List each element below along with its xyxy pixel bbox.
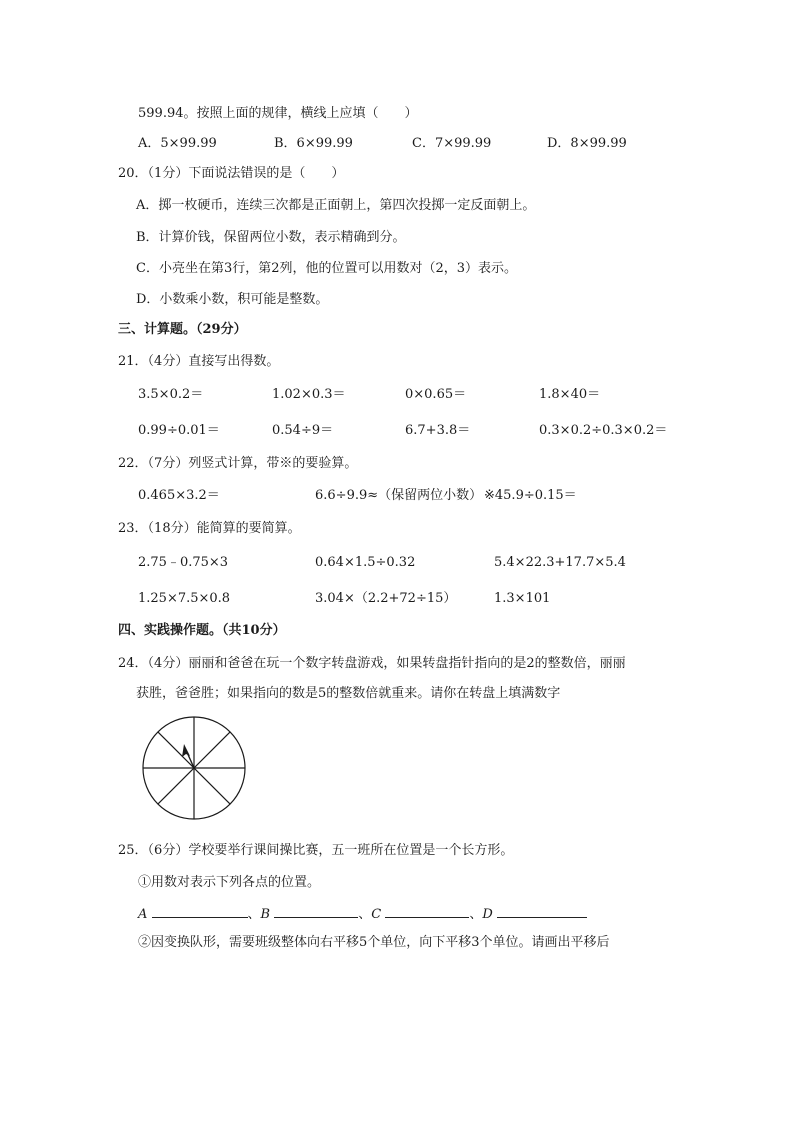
q24-line2: 获胜，爸爸胜；如果指向的数是5的整数倍就重来。请你在转盘上填满数字	[136, 686, 561, 701]
q25-sub1: ①用数对表示下列各点的位置。	[138, 875, 321, 890]
q25-stem: 25．（6分）学校要举行课间操比赛，五一班所在位置是一个长方形。	[118, 843, 514, 858]
q19-option-a: A．5×99.99	[138, 136, 217, 151]
q23-r2c2: 3.04×（2.2+72÷15）	[315, 591, 457, 606]
answer-blank-c[interactable]	[385, 904, 469, 918]
q19-option-b: B．6×99.99	[274, 136, 353, 151]
q22-item-3: ※45.9÷0.15＝	[484, 488, 577, 503]
q25-sub2: ②因变换队形，需要班级整体向右平移5个单位，向下平移3个单位。请画出平移后	[138, 935, 610, 950]
q20-stem: 20．（1分）下面说法错误的是（ ）	[118, 166, 345, 181]
point-label-a: A	[138, 907, 148, 922]
q23-r2c1: 1.25×7.5×0.8	[138, 591, 231, 606]
q24-line1: 24．（4分）丽丽和爸爸在玩一个数字转盘游戏，如果转盘指针指向的是2的整数倍，丽丽	[118, 656, 626, 671]
q23-r2c3: 1.3×101	[494, 591, 551, 606]
separator: 、	[247, 907, 261, 922]
q21-r2c4: 0.3×0.2÷0.3×0.2＝	[539, 423, 668, 438]
q22-item-1: 0.465×3.2＝	[138, 488, 220, 503]
point-label-c: C	[371, 907, 382, 922]
section4-title: 四、实践操作题。（共10分）	[118, 623, 286, 638]
answer-blank-a[interactable]	[152, 904, 248, 918]
q23-r1c3: 5.4×22.3+17.7×5.4	[494, 555, 626, 570]
q20-option-c: C．小亮坐在第3行，第2列，他的位置可以用数对（2，3）表示。	[136, 261, 518, 276]
q19-tail: 599.94。按照上面的规律，横线上应填（ ）	[138, 106, 418, 121]
q22-stem: 22．（7分）列竖式计算，带※的要验算。	[118, 456, 358, 471]
separator: 、	[358, 907, 372, 922]
q21-r2c3: 6.7+3.8＝	[405, 423, 471, 438]
section3-title: 三、计算题。（29分）	[118, 322, 247, 337]
q20-option-d: D．小数乘小数，积可能是整数。	[136, 292, 329, 307]
q19-option-c: C．7×99.99	[412, 136, 492, 151]
q20-option-b: B．计算价钱，保留两位小数，表示精确到分。	[136, 230, 406, 245]
q19-option-d: D．8×99.99	[547, 136, 627, 151]
q21-r2c2: 0.54÷9＝	[272, 423, 334, 438]
q25-answer-line	[138, 904, 587, 923]
q23-stem: 23．（18分）能简算的要简算。	[118, 521, 301, 536]
point-label-b: B	[260, 907, 271, 922]
q23-r1c1: 2.75﹣0.75×3	[138, 555, 229, 570]
q21-r2c1: 0.99÷0.01＝	[138, 423, 220, 438]
q21-r1c4: 1.8×40＝	[539, 387, 601, 402]
q22-item-2: 6.6÷9.9≈（保留两位小数）	[315, 488, 483, 503]
spinner-wheel	[136, 714, 256, 820]
point-label-d: D	[482, 907, 493, 922]
q20-option-a: A．掷一枚硬币，连续三次都是正面朝上，第四次投掷一定反面朝上。	[136, 198, 536, 213]
spinner-pointer-arrow	[182, 744, 194, 768]
q21-r1c3: 0×0.65＝	[405, 387, 467, 402]
q21-stem: 21．（4分）直接写出得数。	[118, 354, 280, 369]
q23-r1c2: 0.64×1.5÷0.32	[315, 555, 416, 570]
answer-blank-b[interactable]	[274, 904, 358, 918]
answer-blank-d[interactable]	[497, 904, 587, 918]
q21-r1c2: 1.02×0.3＝	[272, 387, 346, 402]
separator: 、	[469, 907, 483, 922]
q21-r1c1: 3.5×0.2＝	[138, 387, 204, 402]
